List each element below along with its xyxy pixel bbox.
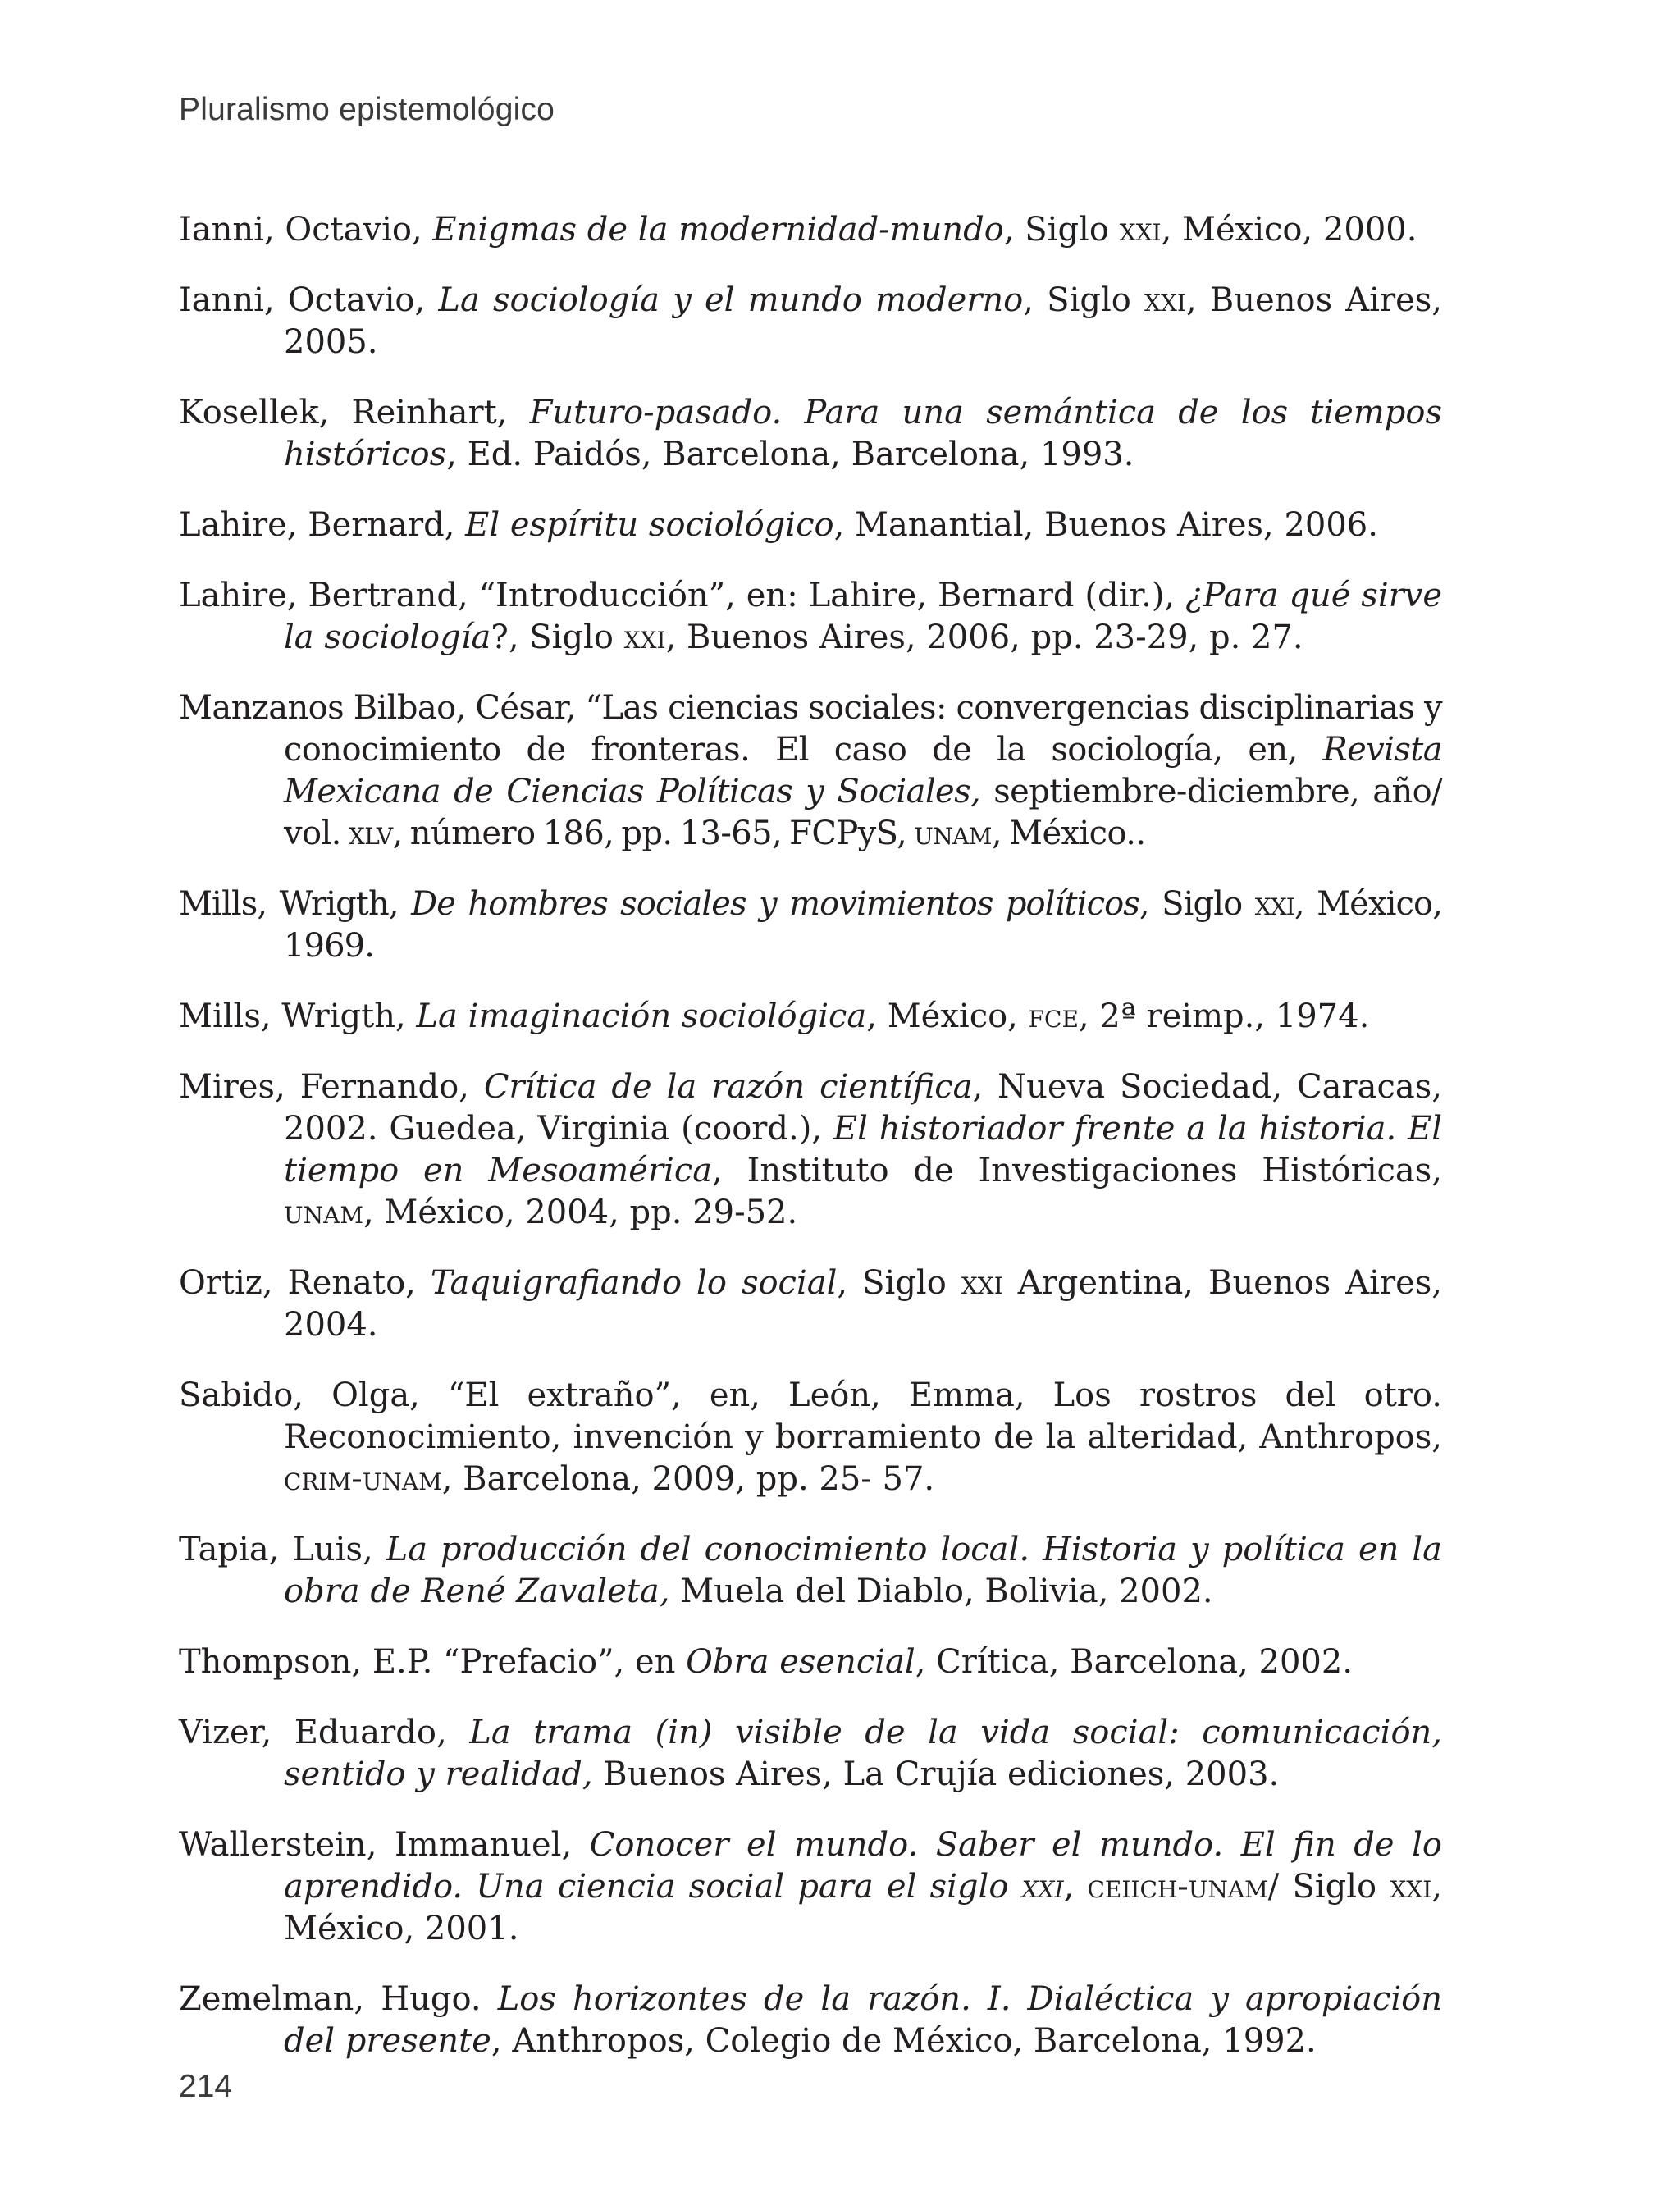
entry-text: Mills, Wrigth, bbox=[179, 998, 417, 1035]
entry-text: , bbox=[1063, 1868, 1088, 1906]
entry-text: , Buenos Aires, 2006, pp. 23-29, p. 27. bbox=[665, 619, 1303, 656]
entry-text: Vizer, Eduardo, bbox=[179, 1714, 470, 1751]
italic-title: El espíritu sociológico bbox=[465, 506, 834, 544]
page-number: 214 bbox=[179, 2069, 233, 2104]
small-caps-text: xxi bbox=[623, 619, 666, 656]
italic-title: De hombres sociales y movimientos políticos bbox=[411, 885, 1139, 923]
entry-text: , México.. bbox=[991, 815, 1146, 852]
bibliography-entry bbox=[179, 687, 1442, 855]
entry-text: , Siglo bbox=[837, 1264, 961, 1302]
entry-text: Muela del Diablo, Bolivia, 2002. bbox=[669, 1573, 1213, 1610]
bibliography-entry bbox=[179, 1066, 1442, 1234]
small-caps-text: xxi bbox=[1144, 281, 1186, 319]
entry-text: / Siglo bbox=[1267, 1868, 1390, 1906]
entry-text: Mires, Fernando, bbox=[179, 1068, 484, 1106]
entry-text: Manzanos Bilbao, César, “Las ciencias sociales: convergencias disciplinarias y conocimiento de fronteras. El caso de la sociología, en, bbox=[179, 689, 1442, 769]
entry-text: Thompson, E.P. “Prefacio”, en bbox=[179, 1643, 687, 1681]
small-caps-text: xxi bbox=[1390, 1868, 1432, 1906]
small-caps-text: ceiich-unam bbox=[1087, 1868, 1268, 1906]
small-caps-text: xxi bbox=[961, 1264, 1003, 1302]
small-caps-text: xxi bbox=[1119, 211, 1162, 249]
bibliography-entry bbox=[179, 1712, 1442, 1796]
italic-title: ¿Para qué sirve la sociología bbox=[284, 577, 1442, 656]
small-caps-text: unam bbox=[914, 815, 992, 852]
bibliography-entry bbox=[179, 392, 1442, 476]
bibliography-entry bbox=[179, 504, 1442, 546]
bibliography-entry bbox=[179, 280, 1442, 363]
italic-title: Los horizontes de la razón. I. Dialéctica y apropiación del presente bbox=[284, 1980, 1442, 2060]
entry-text: Lahire, Bertrand, “Introducción”, en: Lahire, Bernard (dir.), bbox=[179, 577, 1186, 614]
entry-text: Kosellek, Reinhart, bbox=[179, 394, 530, 431]
bibliography-entry bbox=[179, 1529, 1442, 1613]
italic-title: Revista Mexicana de Ciencias Políticas y Sociales, bbox=[284, 731, 1442, 810]
entry-text: , Siglo bbox=[1003, 211, 1120, 249]
bibliography-list bbox=[179, 209, 1442, 2091]
entry-text: Sabido, Olga, “El extraño”, en, León, Emma, Los rostros del otro. Reconocimiento, invención y borramiento de la alteridad, Anthropos, bbox=[179, 1376, 1442, 1456]
entry-text: , Anthropos, Colegio de México, Barcelona, 1992. bbox=[491, 2022, 1317, 2060]
bibliography-entry bbox=[179, 996, 1442, 1038]
entry-text: Zemelman, Hugo. bbox=[179, 1980, 498, 2018]
italic-title: Futuro-pasado. Para una semántica de los tiempos históricos bbox=[284, 394, 1442, 473]
entry-text: , México, 2000. bbox=[1161, 211, 1418, 249]
entry-text: , 2ª reimp., 1974. bbox=[1078, 998, 1370, 1035]
entry-text: Ianni, Octavio, bbox=[179, 281, 439, 319]
small-caps-text: crim-unam bbox=[284, 1460, 442, 1498]
entry-text: , Instituto de Investigaciones Históricas, bbox=[712, 1152, 1443, 1189]
entry-text: , Ed. Paidós, Barcelona, Barcelona, 1993. bbox=[446, 436, 1134, 473]
entry-text: , Crítica, Barcelona, 2002. bbox=[915, 1643, 1354, 1681]
entry-text: , Siglo bbox=[1023, 281, 1145, 319]
entry-text: Ianni, Octavio, bbox=[179, 211, 433, 249]
entry-text: Tapia, Luis, bbox=[179, 1531, 386, 1568]
bibliography-entry bbox=[179, 883, 1442, 967]
entry-text: ?, Siglo bbox=[491, 619, 624, 656]
small-caps-text: unam bbox=[284, 1194, 363, 1231]
entry-text: , Manantial, Buenos Aires, 2006. bbox=[833, 506, 1378, 544]
small-caps-text: xlv bbox=[348, 815, 393, 852]
italic-title: Taquigrafiando lo social bbox=[430, 1264, 838, 1302]
running-header: Pluralismo epistemológico bbox=[179, 92, 555, 127]
italic-title: La imaginación sociológica bbox=[416, 998, 867, 1035]
entry-text: Wallerstein, Immanuel, bbox=[179, 1826, 590, 1864]
bibliography-entry bbox=[179, 1262, 1442, 1346]
entry-text: , Buenos Aires, 2005. bbox=[284, 281, 1443, 361]
entry-text: , México, bbox=[866, 998, 1029, 1035]
italic-title: Crítica de la razón científica bbox=[483, 1068, 973, 1106]
entry-text: septiembre-diciembre, año/ vol. bbox=[284, 773, 1442, 852]
entry-text: , México, 2004, pp. 29-52. bbox=[363, 1194, 798, 1231]
italic-title: Conocer el mundo. Saber el mundo. El fin de lo aprendido. Una ciencia social para el siglo bbox=[284, 1826, 1442, 1906]
italic-title: xxi bbox=[1021, 1868, 1064, 1906]
bibliography-entry bbox=[179, 1641, 1442, 1683]
entry-text: , México, 1969. bbox=[284, 885, 1443, 965]
entry-text: Argentina, Buenos Aires, 2004. bbox=[284, 1264, 1442, 1344]
entry-text: , Nueva Sociedad, Caracas, 2002. Guedea, Virginia (coord.), bbox=[284, 1068, 1442, 1148]
bibliography-entry bbox=[179, 1979, 1442, 2062]
small-caps-text: fce bbox=[1028, 998, 1079, 1035]
entry-text: , número 186, pp. 13-65, FCPyS, bbox=[392, 815, 915, 852]
italic-title: Enigmas de la modernidad-mundo bbox=[432, 211, 1004, 249]
entry-text: , Siglo bbox=[1139, 885, 1255, 923]
entry-text: Ortiz, Renato, bbox=[179, 1264, 431, 1302]
bibliography-entry bbox=[179, 575, 1442, 659]
italic-title: El historiador frente a la historia. El tiempo en Mesoamérica bbox=[284, 1110, 1442, 1189]
entry-text: , Barcelona, 2009, pp. 25- 57. bbox=[441, 1460, 935, 1498]
entry-text: Lahire, Bernard, bbox=[179, 506, 466, 544]
italic-title: La trama (in) visible de la vida social: comunicación, sentido y realidad, bbox=[284, 1714, 1443, 1793]
bibliography-entry bbox=[179, 1375, 1442, 1500]
italic-title: La producción del conocimiento local. Historia y política en la obra de René Zavaleta, bbox=[284, 1531, 1443, 1610]
bibliography-entry bbox=[179, 209, 1442, 251]
bibliography-entry bbox=[179, 1824, 1442, 1950]
italic-title: La sociología y el mundo moderno bbox=[438, 281, 1024, 319]
italic-title: Obra esencial bbox=[686, 1643, 915, 1681]
entry-text: , México, 2001. bbox=[284, 1868, 1442, 1947]
entry-text: Mills, Wrigth, bbox=[179, 885, 412, 923]
small-caps-text: xxi bbox=[1254, 885, 1294, 923]
entry-text: Buenos Aires, La Crujía ediciones, 2003. bbox=[592, 1755, 1280, 1793]
